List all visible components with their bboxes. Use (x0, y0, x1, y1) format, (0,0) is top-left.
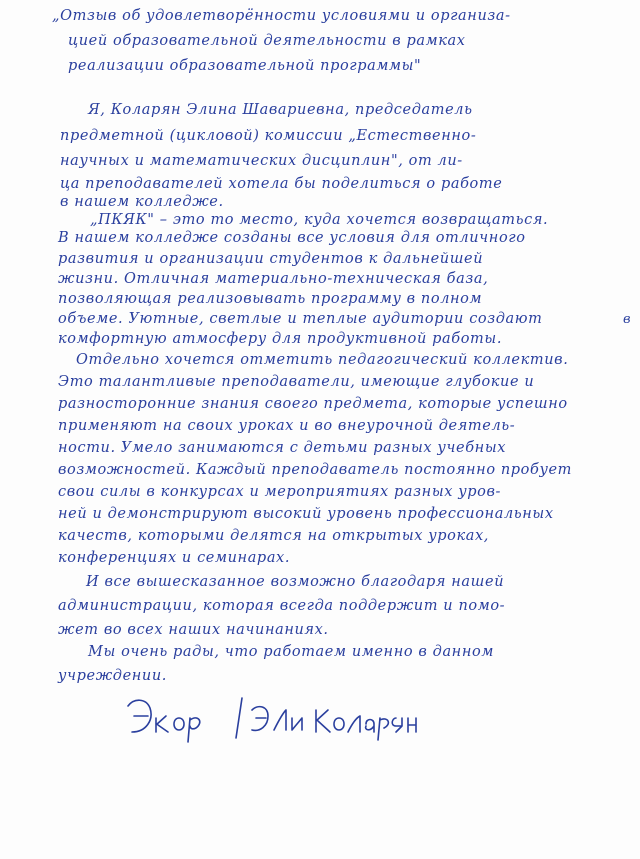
text-line-25: конференциях и семинарах. (58, 550, 291, 566)
text-line-30: учреждении. (58, 668, 167, 684)
text-line-1: „Отзыв об удовлетворённости условиями и организа- (52, 8, 511, 24)
text-line-28: жет во всех наших начинаниях. (58, 622, 329, 638)
text-line-5: предметной (цикловой) комиссии „Естественно- (60, 128, 477, 144)
text-line-7: ца преподавателей хотела бы поделиться о работе (60, 176, 503, 192)
text-line-4: Я, Коларян Элина Шавариевна, председатель (88, 102, 473, 118)
signature (120, 688, 420, 744)
text-line-16: Отдельно хочется отметить педагогический коллектив. (76, 352, 569, 368)
text-line-17: Это талантливые преподаватели, имеющие глубокие и (58, 374, 535, 390)
text-line-12: жизни. Отличная материально-техническая база, (58, 271, 489, 287)
text-line-29: Мы очень рады, что работаем именно в данном (88, 644, 494, 660)
text-line-14: объеме. Уютные, светлые и теплые аудитории создают (58, 311, 543, 327)
text-line-3: реализации образовательной программы" (68, 58, 422, 74)
text-line-10: В нашем колледже созданы все условия для отличного (58, 230, 526, 246)
text-line-9: „ПКЯК" – это то место, куда хочется возвращаться. (90, 212, 549, 228)
text-line-26: И все вышесказанное возможно благодаря нашей (86, 574, 505, 590)
text-line-20: ности. Умело занимаются с детьми разных учебных (58, 440, 507, 456)
text-line-24: качеств, которыми делятся на открытых уроках, (58, 528, 489, 544)
text-line-8: в нашем колледже. (60, 194, 224, 210)
text-line-11: развития и организации студентов к дальнейшей (58, 251, 484, 267)
text-line-13: позволяющая реализовывать программу в полном (58, 291, 483, 307)
text-line-15: комфортную атмосферу для продуктивной работы. (58, 331, 503, 347)
signature-drawing (120, 688, 420, 744)
text-line-6: научных и математических дисциплин", от ли- (60, 153, 463, 169)
text-line-22: свои силы в конкурсах и мероприятиях разных уров- (58, 484, 501, 500)
text-line-23: ней и демонстрируют высокий уровень профессиональных (58, 506, 554, 522)
text-line-2: цией образовательной деятельности в рамках (68, 33, 466, 49)
text-line-19: применяют на своих уроках и во внеурочной деятель- (58, 418, 516, 434)
text-line-18: разносторонние знания своего предмета, которые успешно (58, 396, 568, 412)
margin-mark: в (623, 312, 631, 327)
text-line-27: администрации, которая всегда поддержит и помо- (58, 598, 506, 614)
text-line-21: возможностей. Каждый преподаватель постоянно пробует (58, 462, 573, 478)
